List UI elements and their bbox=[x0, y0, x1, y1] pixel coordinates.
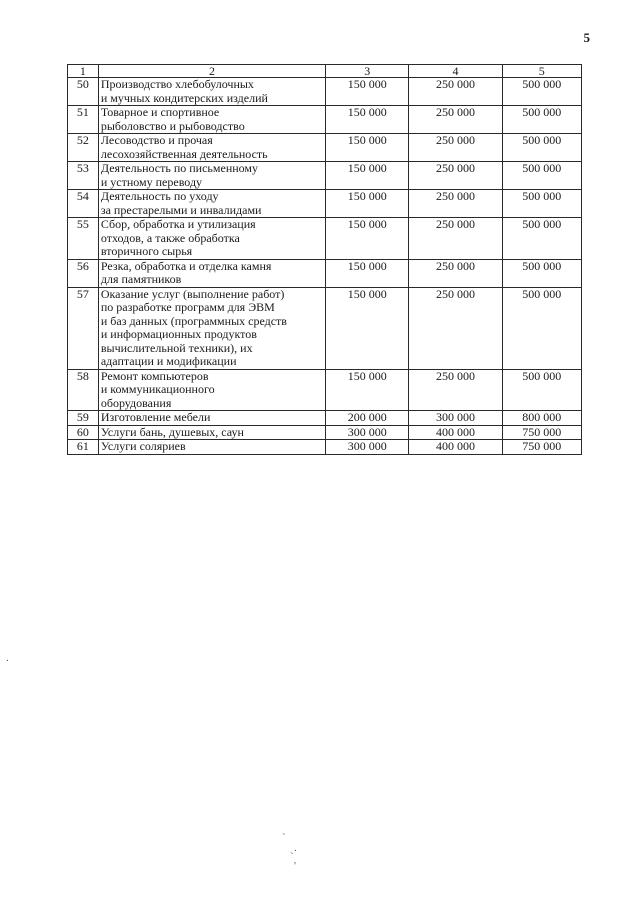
table-header-row bbox=[68, 65, 582, 78]
value-col4-cell: 250 000 bbox=[409, 106, 502, 134]
value-col5-cell: 500 000 bbox=[502, 162, 581, 190]
table-row bbox=[68, 425, 582, 440]
value-col5-cell: 500 000 bbox=[502, 259, 581, 287]
activity-name-cell: Производство хлебобулочных и мучных кондитерских изделий bbox=[98, 78, 325, 106]
row-number-cell: 56 bbox=[68, 259, 99, 287]
row-number-cell: 57 bbox=[68, 287, 99, 369]
row-number-cell: 59 bbox=[68, 411, 99, 426]
value-col4-cell: 250 000 bbox=[409, 78, 502, 106]
value-col3-cell: 150 000 bbox=[326, 78, 409, 106]
table-body bbox=[68, 78, 582, 455]
value-col4-cell: 400 000 bbox=[409, 425, 502, 440]
table-row bbox=[68, 190, 582, 218]
activity-name-cell: Лесоводство и прочая лесохозяйственная деятельность bbox=[98, 134, 325, 162]
value-col5-cell: 750 000 bbox=[502, 425, 581, 440]
value-col3-cell: 150 000 bbox=[326, 190, 409, 218]
column-header-5: 5 bbox=[502, 65, 581, 78]
scan-mark: ' bbox=[294, 860, 296, 872]
table-row bbox=[68, 411, 582, 426]
table-row bbox=[68, 259, 582, 287]
activity-name-cell: Оказание услуг (выполнение работ) по разработке программ для ЭВМ и баз данных (программных средств и информационных продуктов вычислительной техники), их адаптации и модификации bbox=[98, 287, 325, 369]
scan-mark: ` bbox=[290, 851, 294, 863]
value-col5-cell: 500 000 bbox=[502, 106, 581, 134]
value-col3-cell: 150 000 bbox=[326, 369, 409, 411]
value-col5-cell: 500 000 bbox=[502, 78, 581, 106]
value-col4-cell: 250 000 bbox=[409, 134, 502, 162]
value-col4-cell: 250 000 bbox=[409, 162, 502, 190]
row-number-cell: 60 bbox=[68, 425, 99, 440]
value-col4-cell: 400 000 bbox=[409, 440, 502, 455]
value-col5-cell: 500 000 bbox=[502, 190, 581, 218]
activity-name-cell: Товарное и спортивное рыболовство и рыбоводство bbox=[98, 106, 325, 134]
table-row bbox=[68, 369, 582, 411]
activity-name-cell: Изготовление мебели bbox=[98, 411, 325, 426]
value-col4-cell: 250 000 bbox=[409, 190, 502, 218]
row-number-cell: 54 bbox=[68, 190, 99, 218]
row-number-cell: 55 bbox=[68, 218, 99, 260]
value-col3-cell: 300 000 bbox=[326, 425, 409, 440]
row-number-cell: 58 bbox=[68, 369, 99, 411]
value-col4-cell: 250 000 bbox=[409, 369, 502, 411]
value-col3-cell: 150 000 bbox=[326, 134, 409, 162]
activity-name-cell: Резка, обработка и отделка камня для памятников bbox=[98, 259, 325, 287]
value-col5-cell: 800 000 bbox=[502, 411, 581, 426]
row-number-cell: 53 bbox=[68, 162, 99, 190]
activity-name-cell: Услуги соляриев bbox=[98, 440, 325, 455]
activity-name-cell: Деятельность по письменному и устному переводу bbox=[98, 162, 325, 190]
value-col3-cell: 150 000 bbox=[326, 106, 409, 134]
value-col4-cell: 250 000 bbox=[409, 287, 502, 369]
row-number-cell: 52 bbox=[68, 134, 99, 162]
tariff-table bbox=[67, 64, 582, 455]
activity-name-cell: Деятельность по уходу за престарелыми и инвалидами bbox=[98, 190, 325, 218]
scan-mark: . bbox=[294, 842, 297, 854]
column-header-3: 3 bbox=[326, 65, 409, 78]
table-row bbox=[68, 78, 582, 106]
column-header-2: 2 bbox=[98, 65, 325, 78]
table-row bbox=[68, 440, 582, 455]
value-col5-cell: 500 000 bbox=[502, 287, 581, 369]
scan-mark: . bbox=[6, 652, 9, 664]
page-number: 5 bbox=[583, 30, 590, 45]
value-col3-cell: 200 000 bbox=[326, 411, 409, 426]
scan-mark: ` bbox=[282, 832, 286, 844]
value-col4-cell: 300 000 bbox=[409, 411, 502, 426]
table-row bbox=[68, 218, 582, 260]
column-header-1: 1 bbox=[68, 65, 99, 78]
row-number-cell: 61 bbox=[68, 440, 99, 455]
activity-name-cell: Ремонт компьютеров и коммуникационного оборудования bbox=[98, 369, 325, 411]
activity-name-cell: Сбор, обработка и утилизация отходов, а также обработка вторичного сырья bbox=[98, 218, 325, 260]
value-col4-cell: 250 000 bbox=[409, 218, 502, 260]
value-col5-cell: 500 000 bbox=[502, 369, 581, 411]
table-row bbox=[68, 287, 582, 369]
column-header-4: 4 bbox=[409, 65, 502, 78]
value-col3-cell: 150 000 bbox=[326, 287, 409, 369]
value-col3-cell: 150 000 bbox=[326, 259, 409, 287]
activity-name-cell: Услуги бань, душевых, саун bbox=[98, 425, 325, 440]
table-row bbox=[68, 134, 582, 162]
value-col5-cell: 750 000 bbox=[502, 440, 581, 455]
row-number-cell: 50 bbox=[68, 78, 99, 106]
value-col5-cell: 500 000 bbox=[502, 134, 581, 162]
value-col3-cell: 300 000 bbox=[326, 440, 409, 455]
row-number-cell: 51 bbox=[68, 106, 99, 134]
value-col5-cell: 500 000 bbox=[502, 218, 581, 260]
value-col4-cell: 250 000 bbox=[409, 259, 502, 287]
value-col3-cell: 150 000 bbox=[326, 218, 409, 260]
table-row bbox=[68, 162, 582, 190]
table-row bbox=[68, 106, 582, 134]
value-col3-cell: 150 000 bbox=[326, 162, 409, 190]
